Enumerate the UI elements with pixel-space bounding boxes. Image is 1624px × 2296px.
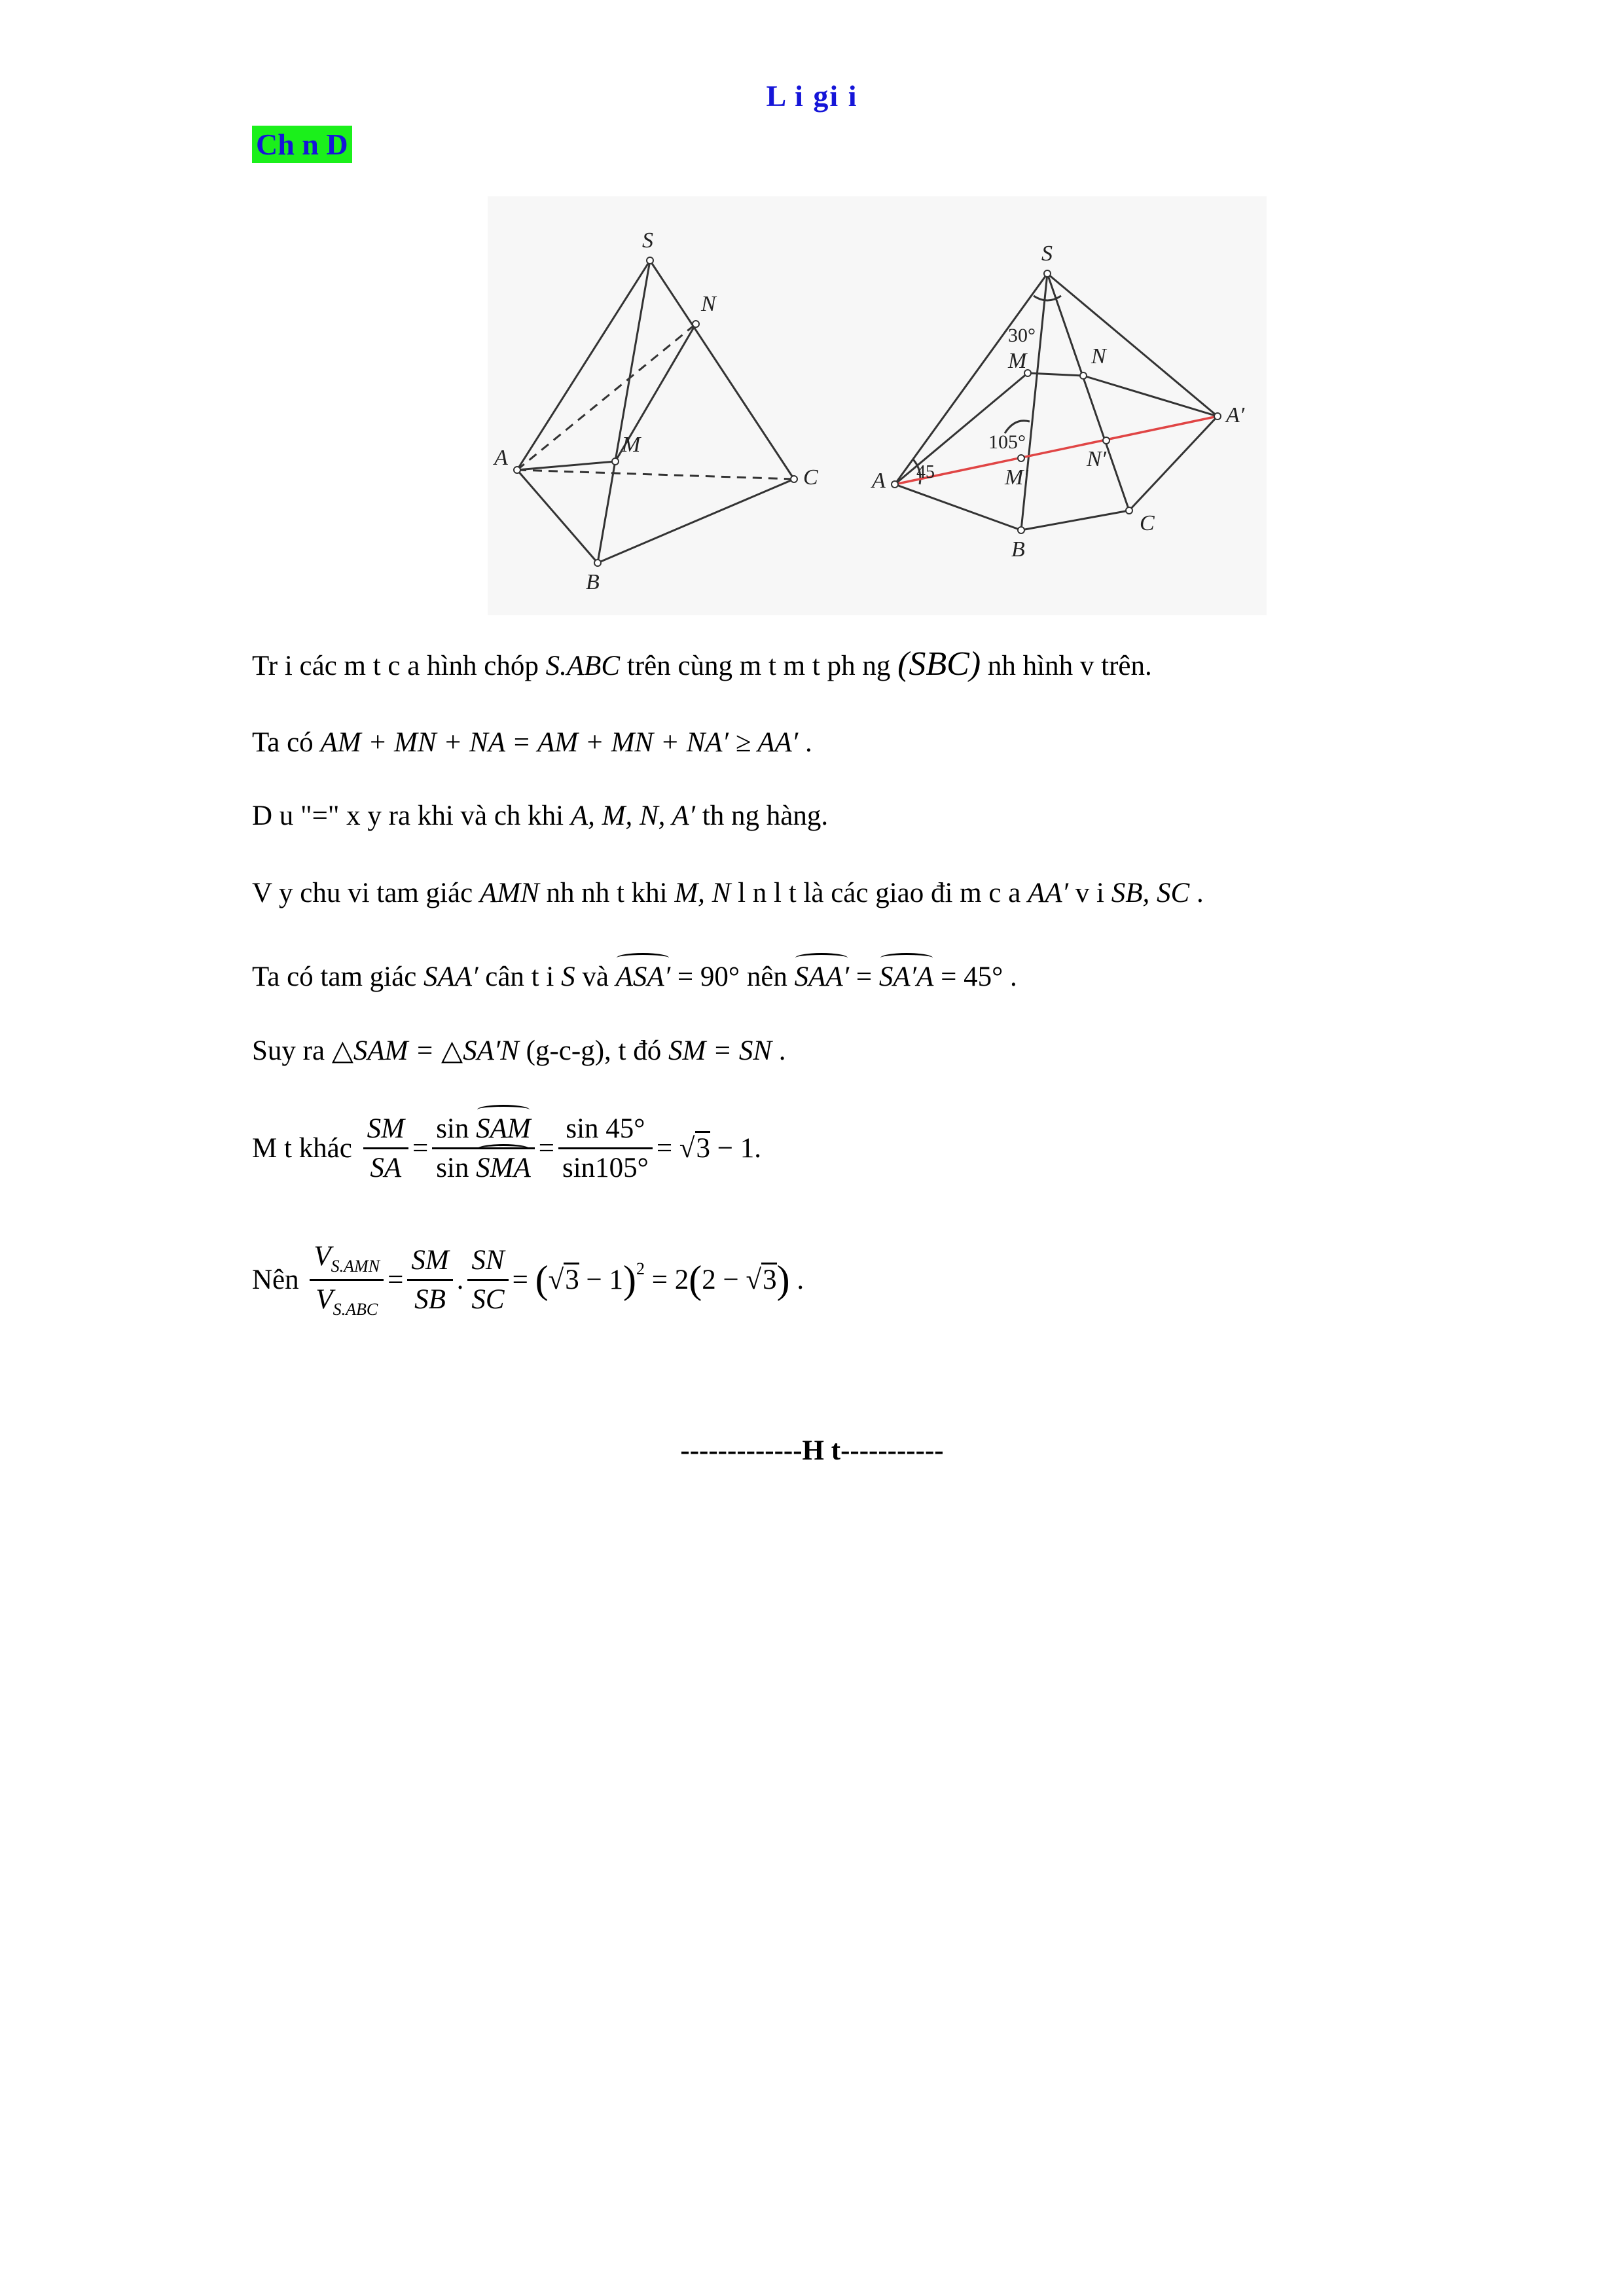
label-angle-45: 45	[916, 462, 935, 482]
label-right-s: S	[1041, 242, 1053, 266]
line-ratio: M t khác $\frac{SM}{SA}$ = $\frac{\text{sin SAM}}{\text{sin SMA}}$ = $\frac{\sin 45^\circ}{\sin 105^\circ}$ = √3 − 1.	[252, 1113, 762, 1183]
solution-title: L i gi i	[766, 79, 858, 113]
pyramid-left	[517, 260, 794, 563]
label-right-m: M	[1008, 349, 1027, 373]
end-marker: -------------H t-----------	[680, 1435, 944, 1466]
label-angle-105: 105°	[988, 431, 1026, 453]
label-left-b: B	[586, 570, 600, 594]
label-left-n: N	[701, 292, 716, 316]
label-left-s: S	[642, 228, 653, 253]
segment-aa-prime	[895, 416, 1218, 484]
line-equality-condition: D u "=" x y ra khi và ch khi A, M, N, A′ th ng hàng.	[252, 800, 829, 831]
label-right-n: N	[1091, 344, 1106, 368]
line-congruent: Suy ra △SAM = △SA′N (g-c-g), t đó SM = SN .	[252, 1035, 786, 1066]
geometry-figure	[488, 196, 1267, 615]
label-left-c: C	[803, 465, 818, 490]
line-unfold: Tr i các m t c a hình chóp S.ABC trên cùng m t m t ph ng (SBC) nh hình v trên.	[252, 645, 1152, 683]
label-angle-30: 30°	[1008, 325, 1036, 346]
label-right-c: C	[1140, 511, 1155, 535]
label-right-n-prime: N′	[1087, 447, 1107, 471]
label-right-a-prime: A′	[1226, 403, 1245, 427]
label-right-a: A	[872, 469, 886, 493]
label-left-m: M	[622, 433, 641, 457]
label-left-a: A	[494, 446, 508, 470]
line-volume-ratio: Nên $\frac{V_{S.AMN}}{V_{S.ABC}}$ = $\frac{SM}{SB}$ . $\frac{SN}{SC}$ = $(√3 - 1)^2 = 2(2 - √3)$ .	[252, 1241, 804, 1319]
line-min-perimeter: V y chu vi tam giác AMN nh nh t khi M, N l n l t là các giao đi m c a AA′ v i SB, SC .	[252, 878, 1204, 908]
pyramid-diagrams	[488, 196, 1267, 615]
answer-choice: Ch n D	[252, 126, 352, 163]
label-right-m-prime: M′	[1005, 465, 1028, 490]
line-inequality: Ta có AM + MN + NA = AM + MN + NA′ ≥ AA′ .	[252, 727, 812, 758]
pyramid-right	[895, 274, 1218, 530]
line-isosceles: Ta có tam giác SAA′ cân t i S và ASA′ = 90° nên SAA′ = SA′A = 45° .	[252, 961, 1017, 992]
label-right-b: B	[1011, 537, 1025, 562]
